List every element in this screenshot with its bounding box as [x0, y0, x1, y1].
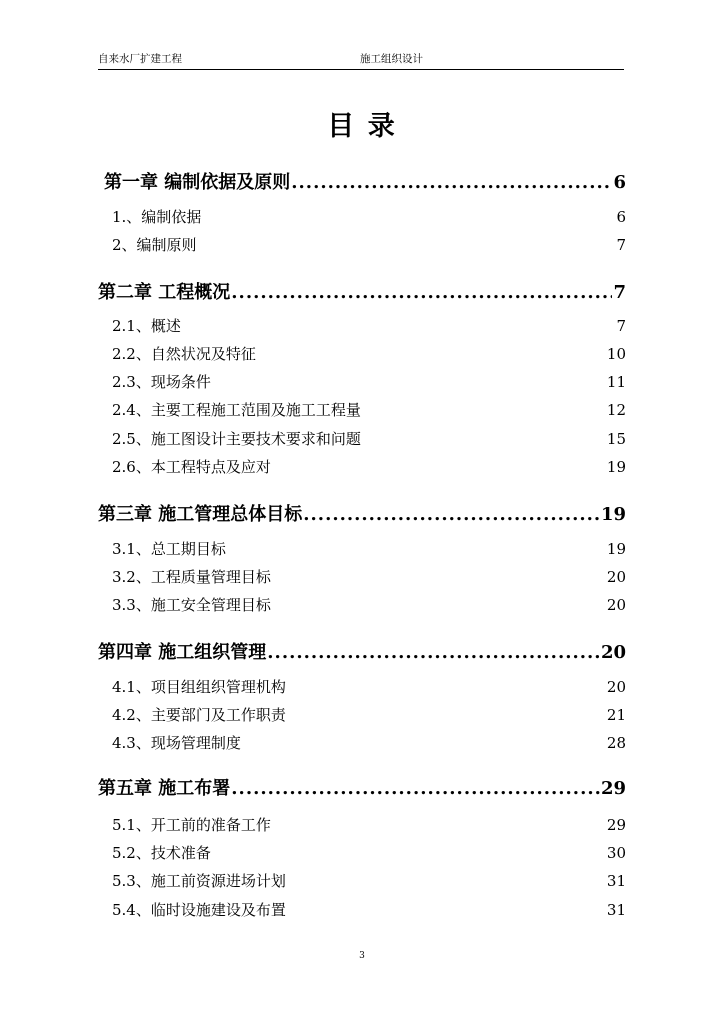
section-page: 19 [606, 458, 626, 476]
section-page: 20 [606, 596, 626, 614]
section-title: 5.4、临时设施建设及布置 [112, 901, 286, 919]
toc-title: 目 录 [327, 111, 397, 142]
dot-leader [291, 169, 612, 197]
toc-section[interactable] [112, 565, 626, 589]
toc-chapter-2[interactable] [98, 279, 626, 307]
toc-chapter-1[interactable] [104, 169, 626, 197]
toc-section[interactable] [112, 233, 626, 257]
section-page: 6 [616, 208, 626, 226]
toc-section[interactable] [112, 731, 626, 755]
section-title: 5.3、施工前资源进场计划 [112, 872, 286, 890]
section-page: 20 [606, 568, 626, 586]
chapter-page: 19 [600, 504, 626, 525]
toc-chapter-5[interactable] [98, 775, 626, 803]
chapter-page: 6 [613, 172, 626, 193]
toc-section[interactable] [112, 593, 626, 617]
toc-section[interactable] [112, 898, 626, 922]
toc-section[interactable] [112, 841, 626, 865]
section-title: 2.2、自然状况及特征 [112, 345, 256, 363]
chapter-title: 第四章 施工组织管理 [98, 642, 267, 663]
chapter-page: 29 [600, 778, 626, 799]
section-title: 4.2、主要部门及工作职责 [112, 706, 286, 724]
section-page: 7 [616, 236, 626, 254]
toc-section[interactable] [112, 427, 626, 451]
chapter-title: 第三章 施工管理总体目标 [98, 504, 303, 525]
section-page: 10 [606, 345, 626, 363]
section-page: 11 [606, 373, 626, 391]
toc-section[interactable] [112, 314, 626, 338]
toc-section[interactable] [112, 813, 626, 837]
page-number: 3 [359, 951, 365, 961]
section-title: 2.5、施工图设计主要技术要求和问题 [112, 430, 361, 448]
toc-chapter-4[interactable] [98, 639, 626, 667]
toc-section[interactable] [112, 537, 626, 561]
chapter-page: 7 [613, 282, 626, 303]
section-title: 3.1、总工期目标 [112, 540, 226, 558]
dot-leader [231, 279, 612, 307]
page-header [98, 52, 624, 70]
section-title: 2.3、现场条件 [112, 373, 211, 391]
toc-section[interactable] [112, 370, 626, 394]
section-title: 3.3、施工安全管理目标 [112, 596, 271, 614]
section-title: 2、编制原则 [112, 236, 197, 254]
chapter-title: 第五章 施工布署 [98, 778, 231, 799]
section-page: 30 [606, 844, 626, 862]
section-title: 2.4、主要工程施工范围及施工工程量 [112, 401, 361, 419]
toc-section[interactable] [112, 398, 626, 422]
header-document-type: 施工组织设计 [360, 53, 423, 65]
section-page: 19 [606, 540, 626, 558]
toc-section[interactable] [112, 675, 626, 699]
section-page: 28 [606, 734, 626, 752]
section-page: 31 [606, 872, 626, 890]
toc-section[interactable] [112, 869, 626, 893]
section-title: 4.3、现场管理制度 [112, 734, 241, 752]
toc-section[interactable] [112, 342, 626, 366]
section-page: 29 [606, 816, 626, 834]
chapter-title: 第一章 编制依据及原则 [104, 172, 291, 193]
section-page: 7 [616, 317, 626, 335]
dot-leader [303, 501, 600, 529]
section-page: 31 [606, 901, 626, 919]
header-project-name: 自来水厂扩建工程 [98, 53, 182, 65]
toc-chapter-3[interactable] [98, 501, 626, 529]
section-title: 2.1、概述 [112, 317, 181, 335]
toc-section[interactable] [112, 205, 626, 229]
chapter-title: 第二章 工程概况 [98, 282, 231, 303]
section-page: 21 [606, 706, 626, 724]
section-title: 2.6、本工程特点及应对 [112, 458, 271, 476]
dot-leader [231, 775, 600, 803]
chapter-page: 20 [600, 642, 626, 663]
toc-section[interactable] [112, 703, 626, 727]
section-title: 5.2、技术准备 [112, 844, 211, 862]
toc-section[interactable] [112, 455, 626, 479]
section-title: 3.2、工程质量管理目标 [112, 568, 271, 586]
section-title: 5.1、开工前的准备工作 [112, 816, 271, 834]
section-page: 15 [606, 430, 626, 448]
section-page: 20 [606, 678, 626, 696]
section-title: 1.、编制依据 [112, 208, 202, 226]
section-title: 4.1、项目组组织管理机构 [112, 678, 286, 696]
section-page: 12 [606, 401, 626, 419]
dot-leader [267, 639, 600, 667]
